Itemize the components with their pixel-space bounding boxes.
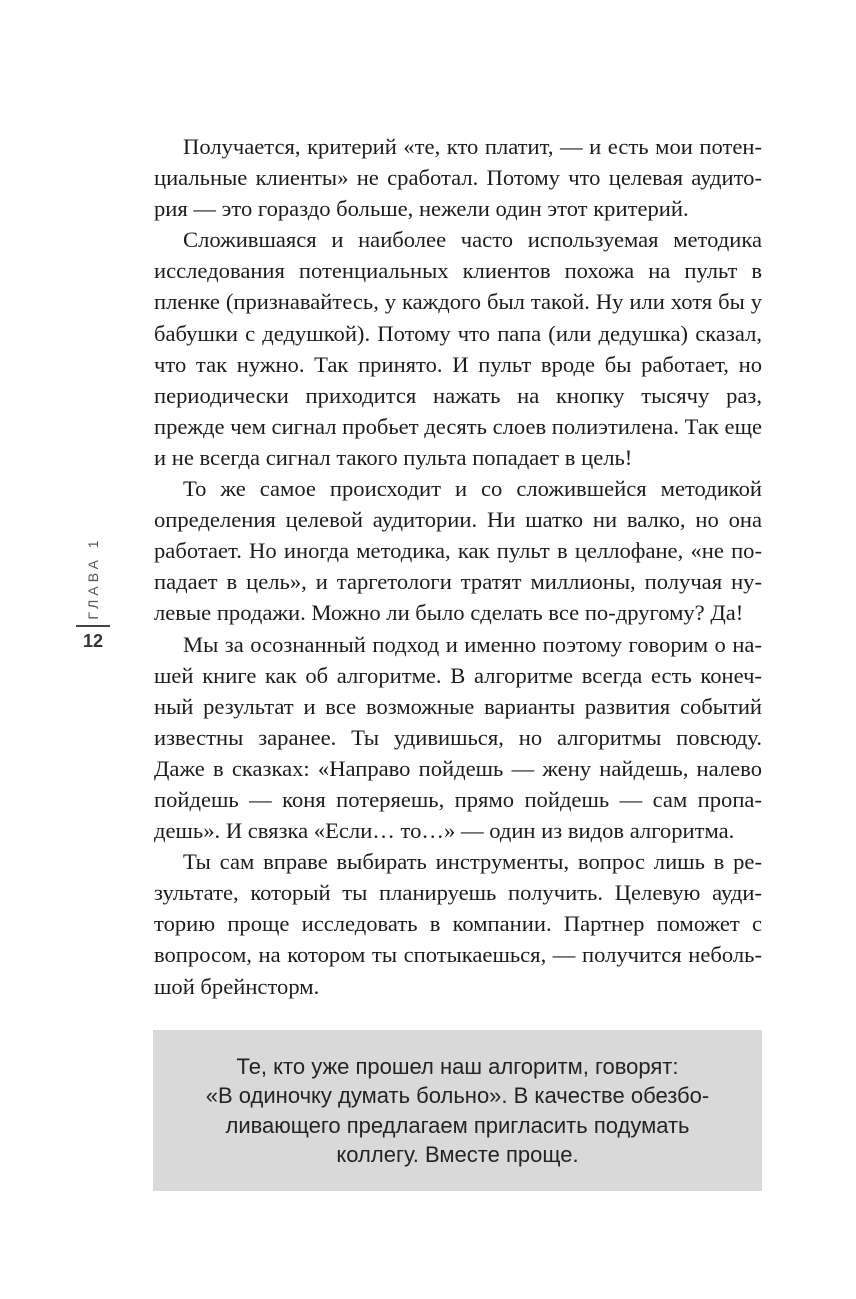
chapter-label: ГЛАВА 1 (85, 536, 101, 620)
callout-line: коллегу. Вместе проще. (336, 1142, 579, 1167)
body-text (154, 131, 762, 1002)
callout-line: «В одиночку думать больно». В качестве обезбо- (205, 1083, 710, 1108)
paragraph-1: Получается, критерий «те, кто платит, — и есть мои потенциальные клиенты» не сработал. Потому что целевая аудитория — это гораздо больше, нежели один этот критерий. (154, 134, 762, 222)
callout-line: ливающего предлагаем пригласить подумать (225, 1112, 690, 1138)
paragraph-2: Сложившаяся и наиболее часто используемая методика исследования потенциальных клиентов похожа на пульт в пленке (признавайтесь, у каждого был такой. Ну или хотя бы у бабушки с дедушкой). Потому что папа (или дедушка) сказал, что так нужно. Так принято. И пульт вроде бы работает, но периодически приходится нажать на кнопку тысячу раз, прежде чем сигнал пробьет десять слоев полиэтилена. Так еще и не всегда сигнал такого пульта попадает в цель! (154, 227, 762, 470)
chapter-divider (76, 625, 110, 627)
callout-text (206, 1052, 709, 1170)
callout-line: Те, кто уже прошел наш алгоритм, говорят: (236, 1053, 679, 1079)
chapter-marker (78, 538, 108, 618)
paragraph-3: То же самое происходит и со сложившейся методикой определения целевой аудитории. Ни шатко ни валко, но она работает. Но иногда методика, как пульт в целлофане, «не попадает в цель», и таргетологи тратят миллионы, получая нулевые продажи. Можно ли было сделать все по-другому? Да! (154, 476, 762, 626)
paragraph-5: Ты сам вправе выбирать инструменты, вопрос лишь в результате, который ты планируешь получить. Целевую аудиторию проще исследовать в компании. Партнер поможет с вопросом, на котором ты спотыкаешься, — получится небольшой брейнсторм. (154, 849, 762, 999)
paragraph-4: Мы за осознанный подход и именно поэтому говорим о нашей книге как об алгоритме. В алгоритме всегда есть конечный результат и все возможные варианты развития событий известны заранее. Ты удивишься, но алгоритмы повсюду. Даже в сказках: «Направо пойдешь — жену найдешь, налево пойдешь — коня потеряешь, прямо пойдешь — сам пропадешь». И связка «Если… то…» — один из видов алгоритма. (154, 631, 762, 844)
callout-box (153, 1030, 762, 1191)
page-number: 12 (82, 631, 104, 651)
